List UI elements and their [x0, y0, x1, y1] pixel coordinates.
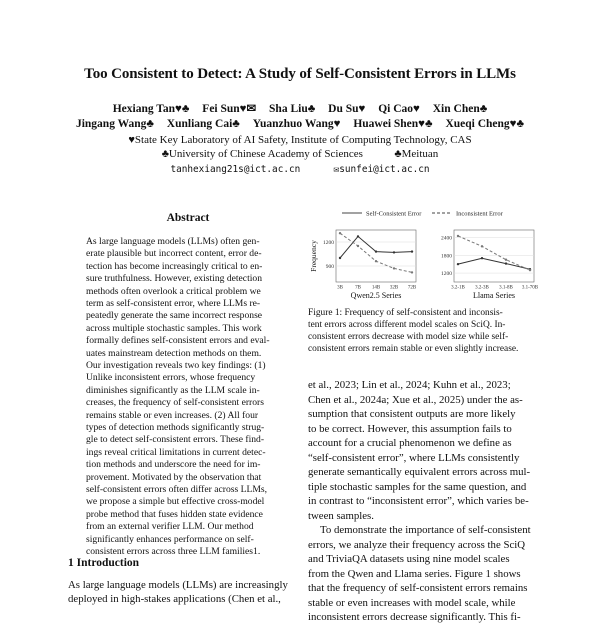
text-line: “self-consistent error”, where LLMs consistently	[308, 451, 520, 464]
author: Hexiang Tan♥♣	[112, 103, 190, 115]
text-line: uates mainstream detection methods on them.	[86, 347, 262, 359]
text-line: Figure 1: Frequency of self-consistent and inconsis-	[308, 308, 503, 318]
text-line: tection has become increasingly critical to en-	[86, 260, 263, 272]
affiliation-1: ♥State Key Laboratory of AI Safety, Institute of Computing Technology, CAS	[128, 134, 472, 146]
text-line: erate plausible but incorrect content, error de-	[86, 248, 262, 260]
data-point	[529, 269, 531, 271]
data-point	[481, 245, 483, 247]
text-line: tween samples.	[308, 509, 374, 522]
text-line: significantly enhances performance on self-	[86, 533, 254, 545]
x-tick-label: 7B	[355, 285, 361, 291]
affiliation-2	[0, 148, 600, 160]
introduction-heading: 1 Introduction	[68, 557, 140, 569]
text-line: probe method that fuses hidden state evidence	[86, 508, 263, 520]
text-line: generate semantically equivalent errors across mul-	[308, 466, 531, 478]
text-line: term as self-consistent error, where LLMs re-	[86, 298, 261, 309]
chart-title: Llama Series	[473, 291, 515, 300]
text-line: provement. Motivated by the observation that	[86, 471, 262, 483]
data-point	[411, 271, 413, 273]
text-line: deployed in high-stakes applications (Chen et al.,	[68, 593, 281, 605]
data-point	[357, 235, 359, 237]
chart-llama	[441, 230, 538, 300]
data-point	[505, 259, 507, 261]
y-tick-label: 1200	[323, 240, 334, 246]
text-line: As large language models (LLMs) are increasingly	[68, 579, 288, 591]
abstract-heading: Abstract	[166, 212, 210, 224]
data-point	[375, 260, 377, 262]
author: Yuanzhuo Wang♥	[252, 118, 341, 130]
text-line: sumption that consistent outputs are more likely	[308, 408, 516, 420]
affiliation-ucas: ♣University of Chinese Academy of Sciences	[161, 148, 363, 160]
text-line: consistent errors decrease with model size while self-	[308, 332, 509, 342]
text-line: ings reveal critical limitations in current detec-	[86, 446, 266, 458]
text-line: from an external verifier LLM. Our method	[86, 521, 254, 533]
text-line: As large language models (LLMs) often gen-	[86, 236, 260, 247]
text-line: account for a crucial phenomenon we define as	[308, 437, 512, 449]
x-tick-label: 14B	[371, 285, 381, 291]
paper-title: Too Consistent to Detect: A Study of Self-Consistent Errors in LLMs	[84, 66, 516, 82]
author: Xueqi Cheng♥♣	[445, 118, 525, 130]
text-line: remains stable or even increases. (2) All four	[86, 409, 259, 421]
author: Xunliang Cai♣	[166, 118, 240, 130]
data-point	[393, 251, 395, 253]
text-line: errors, we analyze their frequency across the SciQ	[308, 538, 526, 551]
text-line: across multiple stochastic samples. This work	[86, 322, 262, 334]
text-line: tent errors across different model scales on SciQ. In-	[308, 320, 506, 330]
text-line: creases, the frequency of self-consistent errors	[86, 397, 264, 409]
data-point	[357, 245, 359, 247]
text-line: consistent errors across three LLM families1.	[86, 546, 261, 557]
text-line: types of detection methods significantly strug-	[86, 422, 265, 433]
text-line: inconsistent errors decrease significantly. This fi-	[308, 611, 521, 623]
text-line: gle to detect self-consistent errors. These find-	[86, 434, 265, 446]
text-line: to be correct. However, this assumption fails to	[308, 422, 512, 435]
text-line: and TriviaQA datasets using nine model scales	[308, 553, 510, 565]
text-line: consistent errors remain stable or even slightly increase.	[308, 344, 519, 354]
text-line: formally defines self-consistent errors and eval-	[86, 335, 270, 347]
author: Du Su♥	[328, 103, 366, 115]
text-line: in contrast to “inconsistent error”, which varies be-	[308, 495, 529, 507]
affiliation-meituan: ♣Meituan	[394, 148, 439, 160]
chart-qwen	[309, 230, 417, 300]
author: Xin Chen♣	[432, 103, 488, 115]
text-line: tion methods and underscore the need for im-	[86, 459, 261, 471]
text-line: we propose a simple but effective cross-model	[86, 496, 265, 508]
y-tick-label: 1800	[441, 253, 452, 260]
y-tick-label: 1200	[441, 271, 452, 278]
text-line: stable or even increases with model scale, while	[308, 596, 516, 609]
legend-label: Inconsistent Error	[456, 210, 503, 218]
email-link[interactable]: tanhexiang21s@ict.ac.cn	[170, 164, 301, 175]
data-point	[457, 235, 459, 237]
text-line: from the Qwen and Llama series. Figure 1 shows	[308, 567, 521, 580]
data-point	[375, 250, 377, 252]
series-line-self-consistent	[458, 258, 530, 269]
figure-1	[306, 206, 538, 302]
author: Sha Liu♣	[269, 103, 316, 115]
text-line: Chen et al., 2024a; Xue et al., 2025) under the as-	[308, 393, 523, 406]
x-tick-label: 3.2-3B	[475, 285, 489, 291]
chart-legend	[342, 211, 504, 218]
author: Huawei Shen♥♣	[353, 118, 433, 130]
text-line: that the frequency of self-consistent errors remains	[308, 582, 528, 594]
data-point	[393, 267, 395, 269]
data-point	[339, 257, 341, 259]
text-line: et al., 2023; Lin et al., 2024; Kuhn et al., 2023;	[308, 379, 511, 391]
text-line: Our investigation reveals two key findings: (1)	[86, 360, 266, 371]
series-line-self-consistent	[340, 236, 412, 258]
data-point	[457, 263, 459, 265]
data-point	[339, 232, 341, 234]
email-link[interactable]: ✉sunfei@ict.ac.cn	[333, 164, 430, 175]
chart-title: Qwen2.5 Series	[350, 291, 402, 300]
y-tick-label: 2400	[441, 235, 452, 242]
author: Jingang Wang♣	[75, 118, 154, 130]
data-point	[505, 262, 507, 264]
y-tick-label: 900	[325, 264, 334, 270]
text-line: methods often overlook a critical problem we	[86, 285, 261, 297]
author: Qi Cao♥	[378, 103, 420, 115]
emails	[0, 164, 600, 175]
x-tick-label: 3B	[337, 285, 343, 291]
text-line: diminishes significantly as the LLM scale in-	[86, 384, 260, 396]
x-tick-label: 3.1-70B	[521, 285, 538, 291]
x-tick-label: 72B	[407, 285, 417, 291]
plot-frame	[336, 230, 416, 282]
text-line: tiple stochastic samples for the same question, and	[308, 480, 527, 493]
text-line: Unlike inconsistent errors, whose frequency	[86, 372, 256, 384]
plot-frame	[454, 230, 534, 282]
text-line: sure truthfulness. However, existing detection	[86, 273, 262, 285]
legend-label: Self-Consistent Error	[366, 210, 422, 218]
x-tick-label: 32B	[389, 285, 399, 291]
data-point	[481, 257, 483, 259]
x-tick-label: 3.1-8B	[499, 285, 513, 291]
data-point	[411, 250, 413, 252]
x-tick-label: 3.2-1B	[451, 285, 465, 291]
y-axis-label: Frequency	[309, 240, 318, 272]
text-line: peatedly generate the same incorrect response	[86, 310, 263, 322]
series-line-inconsistent	[458, 236, 530, 270]
author: Fei Sun♥✉	[202, 103, 257, 115]
author-line-2	[0, 118, 600, 130]
text-line: self-consistent errors often differ across LLMs,	[86, 484, 267, 495]
text-line: To demonstrate the importance of self-consistent	[320, 524, 531, 536]
author-line-1	[0, 101, 600, 115]
